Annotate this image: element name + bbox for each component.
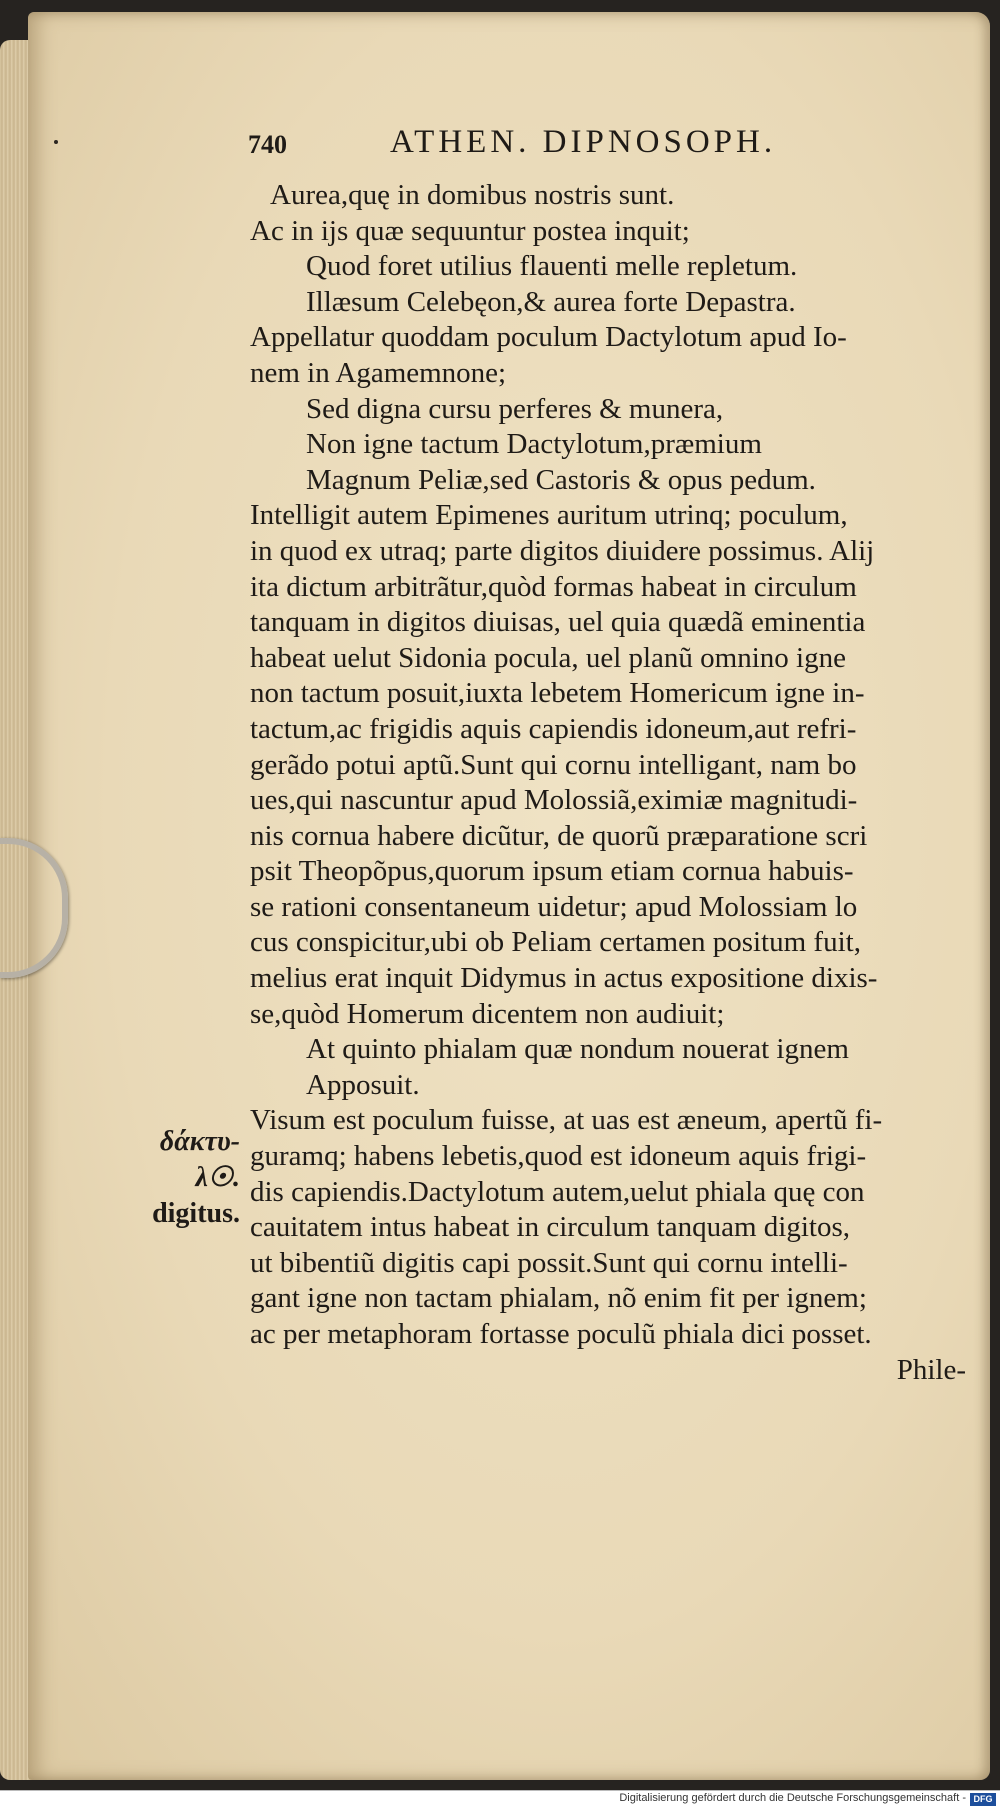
text-line: Ac in ijs quæ sequuntur postea inquit; [250, 214, 690, 247]
text-line: Apposuit. [306, 1068, 420, 1101]
text-line: Magnum Peliæ,sed Castoris & opus pedum. [306, 463, 816, 496]
text-line: nem in Agamemnone; [250, 356, 507, 389]
dfg-logo-icon: DFG [970, 1793, 996, 1806]
margin-latin-gloss: digitus. [152, 1198, 240, 1229]
running-head-title: ATHEN. DIPNOSOPH. [390, 124, 777, 160]
text-line: se,quòd Homerum dicentem non audiuit; [250, 997, 725, 1030]
ink-speck [54, 140, 58, 144]
text-line: tactum,ac frigidis aquis capiendis idoneum,aut refri- [250, 712, 857, 745]
text-line: gant igne non tactam phialam, nõ enim fit per ignem; [250, 1282, 867, 1315]
text-line: ut bibentiũ digitis capi possit.Sunt qui cornu intelli- [250, 1246, 848, 1279]
text-line: Intelligit autem Epimenes auritum utrinq; poculum, [250, 499, 848, 532]
text-line: cus conspicitur,ubi ob Peliam certamen positum fuit, [250, 926, 861, 959]
text-line: dis capiendis.Dactylotum autem,uelut phiala quę con [250, 1175, 865, 1208]
text-line: Non igne tactum Dactylotum,præmium [306, 428, 762, 461]
text-line: nis cornua habere dicũtur, de quorũ præparatione scri [250, 819, 868, 852]
digitization-footer [0, 1790, 1000, 1809]
text-line: cauitatem intus habeat in circulum tanquam digitos, [250, 1211, 850, 1244]
text-line: habeat uelut Sidonia pocula, uel planũ omnino igne [250, 641, 846, 674]
text-line: At quinto phialam quæ nondum nouerat ignem [306, 1033, 849, 1066]
text-line: guramq; habens lebetis,quod est idoneum aquis frigi- [250, 1140, 867, 1173]
text-line: tanquam in digitos diuisas, uel quia quædã eminentia [250, 606, 866, 639]
folio-number: 740 [248, 130, 287, 159]
text-line: Appellatur quoddam poculum Dactylotum apud Io- [250, 321, 847, 354]
text-line: Sed digna cursu perferes & munera, [306, 392, 724, 425]
marginal-note [120, 1124, 240, 1232]
funding-credit: Digitalisierung gefördert durch die Deutsche Forschungsgemeinschaft - [619, 1792, 966, 1804]
text-line: se rationi consentaneum uidetur; apud Molossiam lo [250, 890, 858, 923]
text-line: in quod ex utraq; parte digitos diuidere possimus. Alij [250, 534, 875, 567]
text-line: non tactum posuit,iuxta lebetem Homericum igne in- [250, 677, 865, 710]
text-line: Illæsum Celebęon,& aurea forte Depastra. [306, 285, 796, 318]
running-head [248, 118, 948, 170]
main-text-block [250, 178, 970, 1388]
margin-greek-line-2: λ☉. [195, 1162, 240, 1193]
text-line: ues,qui nascuntur apud Molossiã,eximiæ magnitudi- [250, 784, 858, 817]
text-line: gerãdo potui aptũ.Sunt qui cornu intelligant, nam bo [250, 748, 857, 781]
text-line: Quod foret utilius flauenti melle repletum. [306, 250, 798, 283]
text-line: psit Theopõpus,quorum ipsum etiam cornua habuis- [250, 855, 854, 888]
text-line: Aurea,quę in domibus nostris sunt. [270, 179, 675, 211]
text-line: melius erat inquit Didymus in actus expositione dixis- [250, 962, 878, 995]
text-line: ac per metaphoram fortasse poculũ phiala dici posset. [250, 1318, 872, 1350]
text-line: ita dictum arbitrãtur,quòd formas habeat in circulum [250, 570, 857, 603]
text-line: Visum est poculum fuisse, at uas est æneum, apertũ fi- [250, 1104, 883, 1137]
catchword: Phile- [896, 1353, 966, 1386]
margin-greek-line-1: δάκτυ- [159, 1126, 240, 1157]
